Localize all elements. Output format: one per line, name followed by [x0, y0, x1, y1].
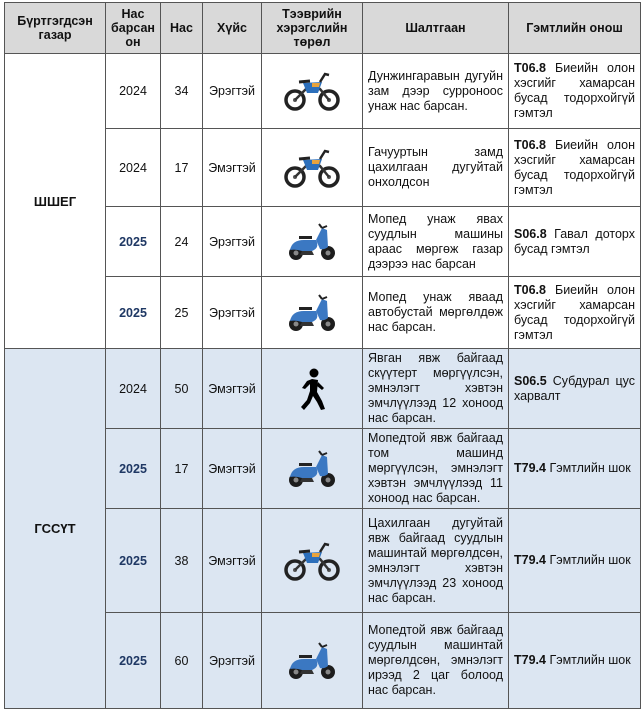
group-shsheg	[5, 54, 641, 349]
vehicle-cell	[262, 613, 363, 709]
electric-dirt-bike-icon	[282, 539, 342, 583]
fatality-register-table	[4, 2, 641, 709]
diagnosis-cell	[509, 129, 641, 207]
group-gssut	[5, 349, 641, 709]
diagnosis-cell	[509, 509, 641, 613]
vehicle-cell	[262, 509, 363, 613]
age-cell: 50	[161, 349, 203, 429]
sex-cell: Эмэгтэй	[203, 509, 262, 613]
header-diagnosis: Гэмтлийн онош	[509, 3, 641, 54]
age-cell: 60	[161, 613, 203, 709]
diagnosis-code: T79.4	[514, 653, 546, 667]
vehicle-cell	[262, 129, 363, 207]
diagnosis-text: Субдурал цус харвалт	[514, 373, 635, 403]
diagnosis-code: T79.4	[514, 461, 546, 475]
cause-cell: Гачууртын замд цахилгаан дугуйтай онхолдсон	[363, 129, 509, 207]
age-cell: 25	[161, 277, 203, 349]
site-cell: ШШЕГ	[5, 54, 106, 349]
diagnosis-cell	[509, 349, 641, 429]
cause-cell: Мопед унаж явах суудлын машины араас мөргөж газар дээрээ нас барсан	[363, 207, 509, 277]
header-site: Бүртгэгдсэн газар	[5, 3, 106, 54]
diagnosis-text: Биеийн олон хэсгийг хамарсан бусад тодорхойгүй гэмтэл	[514, 282, 635, 342]
diagnosis-code: T06.8	[514, 61, 546, 75]
moped-icon	[282, 220, 342, 264]
diagnosis-cell	[509, 613, 641, 709]
diagnosis-text: Биеийн олон хэсгийг хамарсан бусад тодорхойгүй гэмтэл	[514, 137, 635, 197]
diagnosis-cell	[509, 277, 641, 349]
cause-cell: Мопедтой явж байгаад том машинд мөргүүлсэн, эмнэлэгт хэвтэн эмчлүүлээд 11 хоноод нас барсан.	[363, 429, 509, 509]
age-cell: 24	[161, 207, 203, 277]
age-cell: 38	[161, 509, 203, 613]
vehicle-cell	[262, 277, 363, 349]
diagnosis-cell	[509, 429, 641, 509]
diagnosis-text: Гэмтлийн шок	[545, 553, 631, 567]
sex-cell: Эрэгтэй	[203, 613, 262, 709]
diagnosis-cell	[509, 54, 641, 129]
site-cell: ГССҮТ	[5, 349, 106, 709]
header-vehicle: Тээврийн хэрэгслийн төрөл	[262, 3, 363, 54]
header-sex: Хүйс	[203, 3, 262, 54]
vehicle-cell	[262, 349, 363, 429]
table-row	[5, 349, 641, 429]
year-cell: 2025	[106, 613, 161, 709]
diagnosis-text: Гавал доторх бусад гэмтэл	[514, 226, 635, 256]
diagnosis-code: T06.8	[514, 137, 546, 152]
year-cell: 2025	[106, 207, 161, 277]
moped-icon	[282, 639, 342, 683]
diagnosis-code: T06.8	[514, 282, 546, 297]
header-row	[5, 3, 641, 54]
diagnosis-code: T79.4	[514, 553, 546, 567]
header-age: Нас	[161, 3, 203, 54]
diagnosis-code: S06.5	[514, 373, 547, 388]
header-year: Нас барсан он	[106, 3, 161, 54]
diagnosis-code: S06.8	[514, 226, 547, 241]
diagnosis-cell	[509, 207, 641, 277]
vehicle-cell	[262, 429, 363, 509]
year-cell: 2024	[106, 54, 161, 129]
sex-cell: Эрэгтэй	[203, 54, 262, 129]
diagnosis-text: Биеийн олон хэсгийг хамарсан бусад тодорхойгүй гэмтэл	[514, 61, 635, 120]
electric-dirt-bike-icon	[282, 69, 342, 113]
electric-dirt-bike-icon	[282, 146, 342, 190]
pedestrian-icon	[292, 367, 332, 411]
cause-cell: Мопед унаж яваад автобустай мөргөлдөж нас барсан.	[363, 277, 509, 349]
cause-cell: Мопедтой явж байгаад суудлын машинтай мөргөлдсөн, эмнэлэгт ирээд 2 цаг болоод нас барсан.	[363, 613, 509, 709]
year-cell: 2024	[106, 349, 161, 429]
sex-cell: Эмэгтэй	[203, 129, 262, 207]
sex-cell: Эмэгтэй	[203, 349, 262, 429]
header-cause: Шалтгаан	[363, 3, 509, 54]
age-cell: 17	[161, 429, 203, 509]
year-cell: 2025	[106, 509, 161, 613]
year-cell: 2024	[106, 129, 161, 207]
diagnosis-text: Гэмтлийн шок	[545, 653, 631, 667]
vehicle-cell	[262, 54, 363, 129]
year-cell: 2025	[106, 429, 161, 509]
age-cell: 34	[161, 54, 203, 129]
age-cell: 17	[161, 129, 203, 207]
vehicle-cell	[262, 207, 363, 277]
sex-cell: Эрэгтэй	[203, 277, 262, 349]
cause-cell: Дунжингаравын дугуйн зам дээр сурроноос унаж нас барсан.	[363, 54, 509, 129]
table-row	[5, 54, 641, 129]
sex-cell: Эмэгтэй	[203, 429, 262, 509]
moped-icon	[282, 291, 342, 335]
sex-cell: Эрэгтэй	[203, 207, 262, 277]
year-cell: 2025	[106, 277, 161, 349]
cause-cell: Явган явж байгаад скүүтерт мөргүүлсэн, эмнэлэгт хэвтэн эмчлүүлээд 12 хоноод нас барсан.	[363, 349, 509, 429]
cause-cell: Цахилгаан дугуйтай явж байгаад суудлын машинтай мөргөлдсөн, эмнэлэгт хэвтэн эмчлүүлээд 23 хоноод нас барсан.	[363, 509, 509, 613]
diagnosis-text: Гэмтлийн шок	[545, 461, 631, 475]
moped-icon	[282, 447, 342, 491]
